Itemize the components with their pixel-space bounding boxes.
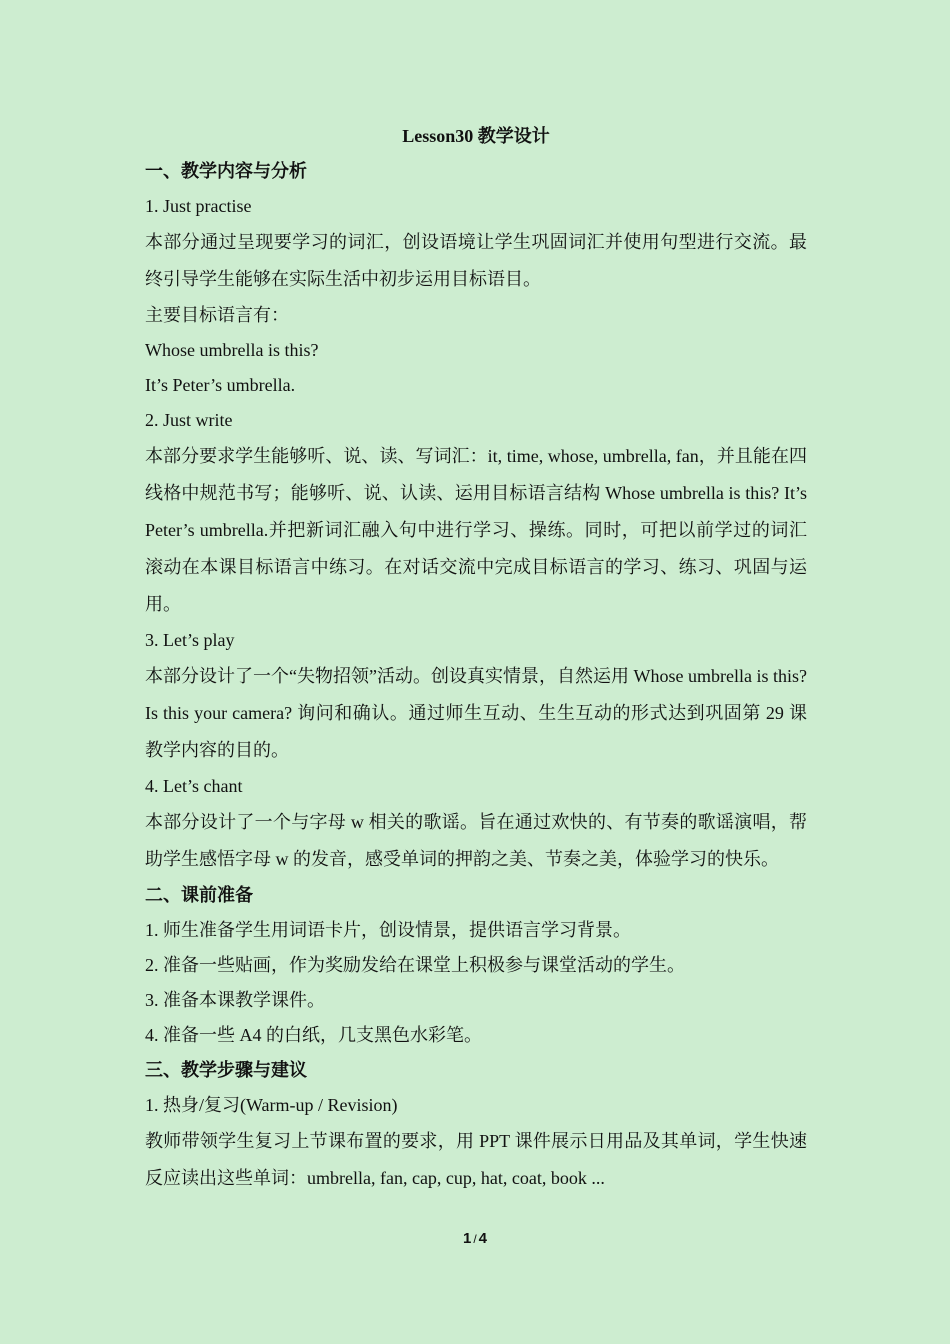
part-title-lets-chant: 4. Let’s chant: [145, 776, 243, 796]
paragraph-warm-up: 教师带领学生复习上节课布置的要求，用 PPT 课件展示日用品及其单词，学生快速反应读出这些单词：umbrella, fan, cap, cup, hat, coat, book ...: [145, 1131, 807, 1188]
preparation-item-2: 2. 准备一些贴画，作为奖励发给在课堂上积极参与课堂活动的学生。: [145, 955, 685, 975]
section-heading-preparation: 二、课前准备: [145, 885, 253, 905]
document-page: [145, 118, 807, 1197]
page-number-separator: /: [473, 1232, 477, 1246]
part-title-just-practise: 1. Just practise: [145, 196, 252, 216]
page-footer: [0, 1227, 950, 1251]
preparation-item-1: 1. 师生准备学生用词语卡片，创设情景，提供语言学习背景。: [145, 920, 631, 940]
section-heading-content-analysis: 一、教学内容与分析: [145, 161, 307, 181]
paragraph-lets-chant: 本部分设计了一个与字母 w 相关的歌谣。旨在通过欢快的、有节奏的歌谣演唱，帮助学生感悟字母 w 的发音，感受单词的押韵之美、节奏之美，体验学习的快乐。: [145, 812, 807, 869]
target-sentence-1: Whose umbrella is this?: [145, 340, 319, 360]
section-heading-teaching-steps: 三、教学步骤与建议: [145, 1060, 307, 1080]
preparation-item-3: 3. 准备本课教学课件。: [145, 990, 325, 1010]
step-title-warm-up: 1. 热身/复习(Warm-up / Revision): [145, 1095, 398, 1115]
part-title-lets-play: 3. Let’s play: [145, 630, 235, 650]
paragraph-lets-play: 本部分设计了一个“失物招领”活动。创设真实情景，自然运用 Whose umbrella is this? Is this your camera? 询问和确认。通过师生互动、生生互动的形式达到巩固第 29 课教学内容的目的。: [145, 666, 807, 760]
target-sentence-2: It’s Peter’s umbrella.: [145, 375, 296, 395]
paragraph-just-practise: 本部分通过呈现要学习的词汇，创设语境让学生巩固词汇并使用句型进行交流。最终引导学生能够在实际生活中初步运用目标语目。: [145, 232, 807, 289]
page-number-current: 1: [462, 1230, 472, 1247]
preparation-item-4: 4. 准备一些 A4 的白纸，几支黑色水彩笔。: [145, 1025, 482, 1045]
target-language-label: 主要目标语言有：: [145, 305, 289, 325]
paragraph-just-write: 本部分要求学生能够听、说、读、写词汇：it, time, whose, umbrella, fan，并且能在四线格中规范书写；能够听、说、认读、运用目标语言结构 Whose umbrella is this? It’s Peter’s umbrella.并把新词汇融入句中进行学习、操练。同时，可把以前学过的词汇滚动在本课目标语言中练习。在对话交流中完成目标语言的学习、练习、巩固与运用。: [145, 446, 807, 614]
document-title: Lesson30 教学设计: [402, 126, 550, 146]
part-title-just-write: 2. Just write: [145, 410, 233, 430]
page-number-total: 4: [478, 1230, 488, 1247]
